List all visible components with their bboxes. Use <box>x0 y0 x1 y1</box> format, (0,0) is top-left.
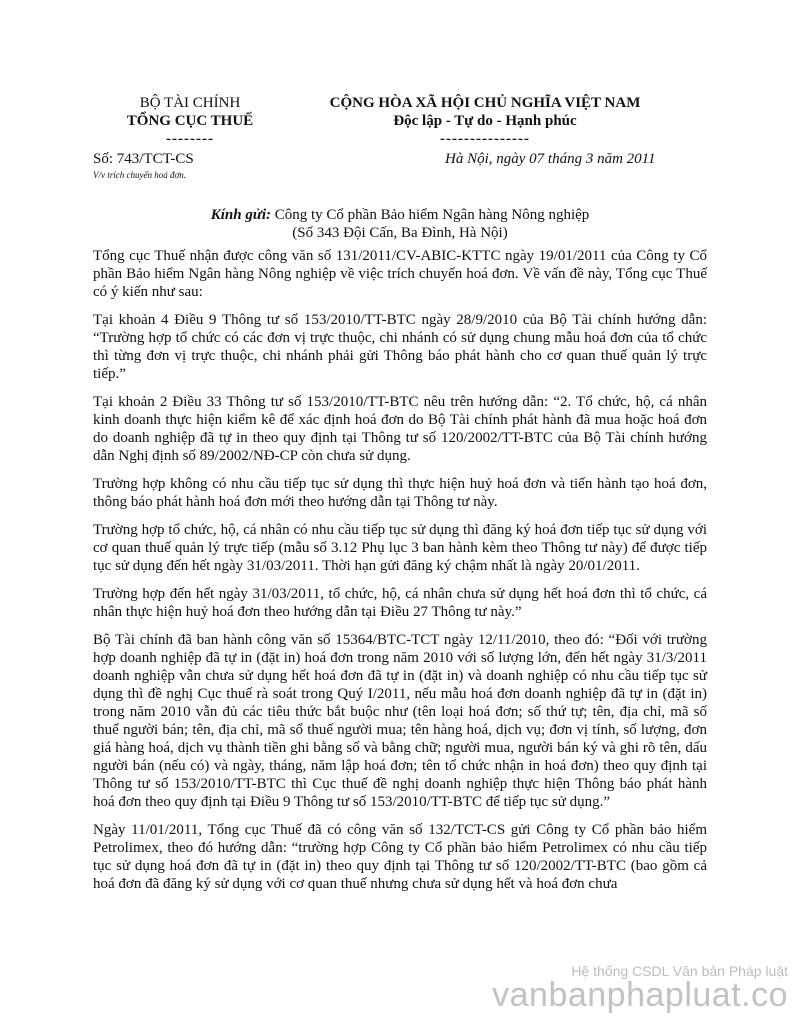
body-paragraph: Trường hợp đến hết ngày 31/03/2011, tổ chức, hộ, cá nhân chưa sử dụng hết hoá đơn thì tổ chức, cá nhân thực hiện huỷ hoá đơn theo hướng dẫn tại Điều 27 Thông tư này.” <box>93 586 707 620</box>
watermark-site: vanbanphapluat.co <box>492 976 788 1014</box>
issuer-block <box>105 94 275 148</box>
issuer-divider: -------- <box>166 131 214 147</box>
issue-date: Hà Nội, ngày 07 tháng 3 năm 2011 <box>445 151 656 167</box>
ministry-name: BỘ TÀI CHÍNH <box>139 95 241 111</box>
body-paragraph: Tại khoản 4 Điều 9 Thông tư số 153/2010/TT-BTC ngày 28/9/2010 của Bộ Tài chính hướng dẫn: “Trường hợp tổ chức có các đơn vị trực thuộc, chi nhánh có sử dụng chung mẫu hoá đơn của tổ chức thì từng đơn vị trực thuộc, chi nhánh phải gửi Thông báo phát hành cho cơ quan thuế quản lý trực tiếp.” <box>93 312 707 382</box>
recipient-address: (Số 343 Đội Cấn, Ba Đình, Hà Nội) <box>292 225 508 241</box>
body-paragraph: Ngày 11/01/2011, Tổng cục Thuế đã có công văn số 132/TCT-CS gửi Công ty Cổ phần bảo hiểm Petrolimex, theo đó hướng dẫn: “trường hợp Công ty Cổ phần bảo hiểm Petrolimex có nhu cầu tiếp tục sử dụng hoá đơn đã tự in (đặt in) theo quy định tại Thông tư số 120/2002/TT-BTC (bao gồm cả hoá đơn đã đăng ký sử dụng với cơ quan thuế nhưng chưa sử dụng hết và hoá đơn chưa <box>93 822 707 892</box>
document-subject: V/v trích chuyển hoá đơn. <box>93 170 187 180</box>
recipient-name: Công ty Cổ phần Bảo hiểm Ngân hàng Nông nghiệp <box>274 207 590 223</box>
body-paragraph: Bộ Tài chính đã ban hành công văn số 15364/BTC-TCT ngày 12/11/2010, theo đó: “Đối với trường hợp doanh nghiệp đã tự in (đặt in) hoá đơn trong năm 2010 với số lượng lớn, đến hết ngày 31/3/2011 doanh nghiệp vẫn chưa sử dụng hết hoá đơn đã tự in (đặt in) và doanh nghiệp có nhu cầu tiếp tục sử dụng thì đề nghị Cục thuế rà soát trong Quý I/2011, nếu mẫu hoá đơn doanh nghiệp đã tự in (đặt in) trong năm 2010 vẫn đủ các tiêu thức bắt buộc như (tên loại hoá đơn; số thứ tự; tên, địa chỉ, mã số thuế người bán; tên, địa chỉ, mã số thuế người mua; tên hàng hoá, dịch vụ; đơn vị tính, số lượng, đơn giá hàng hoá, dịch vụ thành tiền ghi bằng số và bằng chữ; người mua, người bán ký và ghi rõ tên, dấu người bán (nếu có) và ngày, tháng, năm lập hoá đơn; tên tổ chức nhận in hoá đơn) theo quy định tại Thông tư số 153/2010/TT-BTC thì Cục thuế đề nghị doanh nghiệp thực hiện Thông báo phát hành hoá đơn theo quy định tại Điều 9 Thông tư số 153/2010/TT-BTC để tiếp tục sử dụng.” <box>93 632 707 810</box>
document-number: Số: 743/TCT-CS <box>93 151 194 167</box>
recipient-label: Kính gửi: <box>210 207 271 223</box>
department-name: TỔNG CỤC THUẾ <box>126 113 254 129</box>
nation-title: CỘNG HÒA XÃ HỘI CHỦ NGHĨA VIỆT NAM <box>329 95 641 111</box>
body-paragraph: Trường hợp tổ chức, hộ, cá nhân có nhu cầu tiếp tục sử dụng thì đăng ký hoá đơn tiếp tục sử dụng với cơ quan thuế quản lý trực tiếp (mẫu số 3.12 Phụ lục 3 ban hành kèm theo Thông tư này) để được tiếp tục sử dụng đến hết ngày 31/03/2011. Thời hạn gửi đăng ký chậm nhất là ngày 20/01/2011. <box>93 522 707 574</box>
body-paragraph: Tại khoản 2 Điều 33 Thông tư số 153/2010/TT-BTC nêu trên hướng dẫn: “2. Tổ chức, hộ, cá nhân kinh doanh thực hiện kiểm kê để xác định hoá đơn do Bộ Tài chính phát hành đã mua hoặc hoá đơn do doanh nghiệp đã tự in theo quy định tại Thông tư số 120/2002/TT-BTC của Bộ Tài chính hướng dẫn Nghị định số 89/2002/NĐ-CP còn chưa sử dụng. <box>93 394 707 464</box>
national-motto: Độc lập - Tự do - Hạnh phúc <box>393 113 577 129</box>
body-paragraph: Trường hợp không có nhu cầu tiếp tục sử dụng thì thực hiện huỷ hoá đơn và tiến hành tạo hoá đơn, thông báo phát hành hoá đơn mới theo hướng dẫn tại Thông tư này. <box>93 476 707 510</box>
body-paragraph: Tổng cục Thuế nhận được công văn số 131/2011/CV-ABIC-KTTC ngày 19/01/2011 của Công ty Cổ phần Bảo hiểm Ngân hàng Nông nghiệp về việc trích chuyển hoá đơn. Về vấn đề này, Tổng cục Thuế có ý kiến như sau: <box>93 248 707 300</box>
letter-body <box>93 247 707 903</box>
national-heading <box>290 94 680 148</box>
recipient-block <box>93 206 707 242</box>
motto-divider: --------------- <box>440 131 530 147</box>
watermark-caption: Hệ thống CSDL Văn bản Pháp luật <box>571 963 788 979</box>
